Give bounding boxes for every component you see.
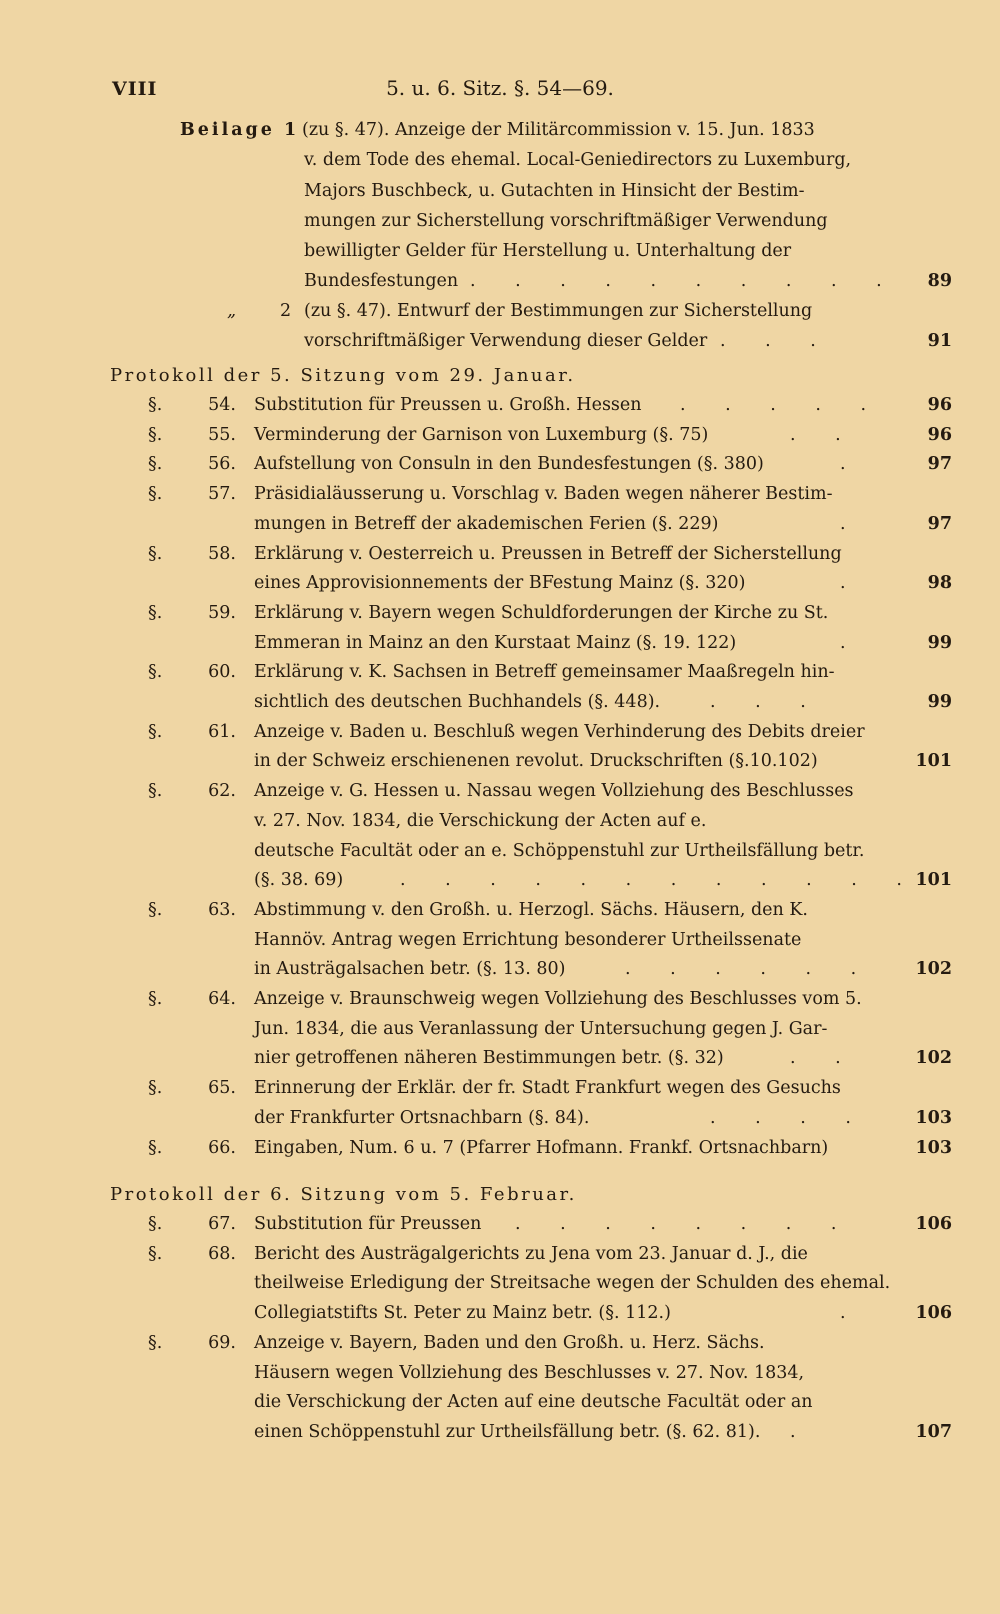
entry-text: Abstimmung v. den Großh. u. Herzogl. Sächs. Häusern, den K. bbox=[254, 900, 808, 920]
entry-line bbox=[0, 1244, 1000, 1272]
leader-dots: . bbox=[840, 514, 863, 534]
leader-dots: . . . . . . bbox=[625, 959, 874, 979]
paragraph-sign: §. bbox=[148, 1138, 163, 1158]
paragraph-number: 59. bbox=[208, 603, 236, 623]
beilage-line-5 bbox=[0, 241, 1000, 269]
beilage-text-5: bewilligter Gelder für Herstellung u. Unterhaltung der bbox=[304, 241, 792, 261]
running-title: 5. u. 6. Sitz. §. 54—69. bbox=[386, 76, 614, 100]
beilage-text-8: vorschriftmäßiger Verwendung dieser Gelder bbox=[304, 331, 708, 351]
leader-dots: . bbox=[840, 454, 863, 474]
entry-text: deutsche Facultät oder an e. Schöppenstuhl zur Urtheilsfällung betr. bbox=[254, 841, 865, 861]
beilage-text-3: Majors Buschbeck, u. Gutachten in Hinsicht der Bestim- bbox=[304, 181, 805, 201]
entry-text: einen Schöppenstuhl zur Urtheilsfällung betr. (§. 62. 81). bbox=[254, 1422, 761, 1442]
beilage-line-4 bbox=[0, 211, 1000, 239]
entry-text: Eingaben, Num. 6 u. 7 (Pfarrer Hofmann. Frankf. Ortsnachbarn) bbox=[254, 1138, 829, 1158]
page-reference: 106 bbox=[915, 1303, 952, 1323]
entry-line bbox=[0, 959, 1000, 987]
entry-text: Erklärung v. Oesterreich u. Preussen in Betreff der Sicherstellung bbox=[254, 544, 842, 564]
paragraph-number: 66. bbox=[208, 1138, 236, 1158]
paragraph-number: 57. bbox=[208, 484, 236, 504]
page-reference: 107 bbox=[915, 1422, 952, 1442]
entry-line bbox=[0, 1363, 1000, 1391]
page-reference: 97 bbox=[927, 514, 952, 534]
page-reference: 101 bbox=[915, 870, 952, 890]
page-reference: 102 bbox=[915, 959, 952, 979]
paragraph-sign: §. bbox=[148, 484, 163, 504]
paragraph-sign: §. bbox=[148, 544, 163, 564]
entry-text: sichtlich des deutschen Buchhandels (§. 448). bbox=[254, 692, 661, 712]
entry-line bbox=[0, 662, 1000, 690]
entry-text: Emmeran in Mainz an den Kurstaat Mainz (§. 19. 122) bbox=[254, 633, 737, 653]
entry-line bbox=[0, 1422, 1000, 1450]
leader-dots: . . . . . . . . bbox=[515, 1214, 854, 1234]
entry-text: Erklärung v. K. Sachsen in Betreff gemeinsamer Maaßregeln hin- bbox=[254, 662, 835, 682]
beilage-line-2 bbox=[0, 150, 1000, 178]
entry-text: Verminderung der Garnison von Luxemburg (§. 75) bbox=[254, 425, 709, 445]
page-reference: 97 bbox=[927, 454, 952, 474]
entry-line bbox=[0, 603, 1000, 631]
entry-line bbox=[0, 1048, 1000, 1076]
protocol-5-title: Protokoll der 5. Sitzung vom 29. Januar. bbox=[110, 365, 576, 386]
entry-text: Hannöv. Antrag wegen Errichtung besonderer Urtheilssenate bbox=[254, 930, 802, 950]
paragraph-sign: §. bbox=[148, 781, 163, 801]
entry-text: in der Schweiz erschienenen revolut. Druckschriften (§.10.102) bbox=[254, 751, 818, 771]
paragraph-sign: §. bbox=[148, 900, 163, 920]
paragraph-sign: §. bbox=[148, 395, 163, 415]
entry-line bbox=[0, 633, 1000, 661]
paragraph-sign: §. bbox=[148, 454, 163, 474]
beilage-label: Beilage 1 bbox=[180, 120, 300, 140]
entry-line bbox=[0, 1392, 1000, 1420]
entry-text: theilweise Erledigung der Streitsache wegen der Schulden des ehemal. bbox=[254, 1273, 891, 1293]
entry-line bbox=[0, 1273, 1000, 1301]
entry-line bbox=[0, 395, 1000, 423]
entry-text: (§. 38. 69) bbox=[254, 870, 344, 890]
paragraph-sign: §. bbox=[148, 1214, 163, 1234]
ditto-mark: „ bbox=[227, 301, 237, 321]
leader-dots: . . . . . . . . . . bbox=[470, 271, 899, 291]
paragraph-number: 63. bbox=[208, 900, 236, 920]
beilage-text-7: (zu §. 47). Entwurf der Bestimmungen zur Sicherstellung bbox=[304, 301, 813, 321]
beilage-line-8 bbox=[0, 331, 1000, 359]
paragraph-sign: §. bbox=[148, 1244, 163, 1264]
leader-dots: . . . bbox=[710, 692, 823, 712]
leader-dots: . . . . bbox=[710, 1108, 868, 1128]
entry-line bbox=[0, 781, 1000, 809]
entry-text: nier getroffenen näheren Bestimmungen betr. (§. 32) bbox=[254, 1048, 724, 1068]
paragraph-sign: §. bbox=[148, 1078, 163, 1098]
beilage-text-2: v. dem Tode des ehemal. Local-Geniedirectors zu Luxemburg, bbox=[304, 150, 852, 170]
paragraph-number: 65. bbox=[208, 1078, 236, 1098]
beilage-line-3 bbox=[0, 181, 1000, 209]
entry-text: in Austrägalsachen betr. (§. 13. 80) bbox=[254, 959, 566, 979]
entry-line bbox=[0, 514, 1000, 542]
beilage-text-1: (zu §. 47). Anzeige der Militärcommission v. 15. Jun. 1833 bbox=[302, 120, 815, 140]
leader-dots: . . . bbox=[720, 331, 833, 351]
paragraph-sign: §. bbox=[148, 603, 163, 623]
paragraph-number: 58. bbox=[208, 544, 236, 564]
paragraph-number: 60. bbox=[208, 662, 236, 682]
entry-line bbox=[0, 425, 1000, 453]
page-reference: 103 bbox=[915, 1138, 952, 1158]
beilage-line-6 bbox=[0, 271, 1000, 299]
entry-text: eines Approvisionnements der BFestung Mainz (§. 320) bbox=[254, 573, 746, 593]
entry-line bbox=[0, 692, 1000, 720]
paragraph-number: 55. bbox=[208, 425, 236, 445]
paragraph-number: 56. bbox=[208, 454, 236, 474]
entry-text: Bericht des Austrägalgerichts zu Jena vom 23. Januar d. J., die bbox=[254, 1244, 808, 1264]
beilage-number-2: 2 bbox=[280, 301, 292, 321]
leader-dots: . bbox=[840, 1303, 863, 1323]
leader-dots: . bbox=[790, 1422, 813, 1442]
beilage-text-6: Bundesfestungen bbox=[304, 271, 459, 291]
entry-line bbox=[0, 722, 1000, 750]
page-number-roman: VIII bbox=[112, 78, 158, 100]
paragraph-number: 64. bbox=[208, 989, 236, 1009]
paragraph-number: 54. bbox=[208, 395, 236, 415]
protocol-5-heading bbox=[0, 365, 1000, 393]
leader-dots: . . . . . . . . . . . . bbox=[400, 870, 919, 890]
protocol-6-heading bbox=[0, 1184, 1000, 1212]
page-reference: 99 bbox=[927, 692, 952, 712]
page-reference: 99 bbox=[927, 633, 952, 653]
entry-text: Erinnerung der Erklär. der fr. Stadt Frankfurt wegen des Gesuchs bbox=[254, 1078, 841, 1098]
entry-text: Jun. 1834, die aus Veranlassung der Untersuchung gegen J. Gar- bbox=[254, 1019, 828, 1039]
entry-line bbox=[0, 1078, 1000, 1106]
page-reference: 102 bbox=[915, 1048, 952, 1068]
entry-line bbox=[0, 1138, 1000, 1166]
entry-line bbox=[0, 900, 1000, 928]
entry-text: Anzeige v. Bayern, Baden und den Großh. u. Herz. Sächs. bbox=[254, 1333, 765, 1353]
paragraph-sign: §. bbox=[148, 989, 163, 1009]
paragraph-sign: §. bbox=[148, 1333, 163, 1353]
protocol-6-title: Protokoll der 6. Sitzung vom 5. Februar. bbox=[110, 1184, 577, 1205]
entry-line bbox=[0, 930, 1000, 958]
beilage-text-4: mungen zur Sicherstellung vorschriftmäßiger Verwendung bbox=[304, 211, 828, 231]
entry-text: die Verschickung der Acten auf eine deutsche Facultät oder an bbox=[254, 1392, 813, 1412]
beilage-line-7 bbox=[0, 301, 1000, 329]
page-reference: 103 bbox=[915, 1108, 952, 1128]
entry-text: der Frankfurter Ortsnachbarn (§. 84). bbox=[254, 1108, 590, 1128]
paragraph-sign: §. bbox=[148, 662, 163, 682]
page-reference: 106 bbox=[915, 1214, 952, 1234]
paragraph-number: 68. bbox=[208, 1244, 236, 1264]
leader-dots: . . bbox=[790, 1048, 858, 1068]
entry-text: Anzeige v. Baden u. Beschluß wegen Verhinderung des Debits dreier bbox=[254, 722, 865, 742]
leader-dots: . . bbox=[790, 425, 858, 445]
paragraph-number: 67. bbox=[208, 1214, 236, 1234]
entry-line bbox=[0, 1303, 1000, 1331]
entry-text: Präsidialäusserung u. Vorschlag v. Baden wegen näherer Bestim- bbox=[254, 484, 833, 504]
entry-line bbox=[0, 484, 1000, 512]
entry-text: Häusern wegen Vollziehung des Beschlusses v. 27. Nov. 1834, bbox=[254, 1363, 805, 1383]
entry-text: Anzeige v. Braunschweig wegen Vollziehung des Beschlusses vom 5. bbox=[254, 989, 862, 1009]
entry-line bbox=[0, 1108, 1000, 1136]
entry-line bbox=[0, 870, 1000, 898]
entry-line bbox=[0, 1019, 1000, 1047]
page-reference: 96 bbox=[927, 395, 952, 415]
page-reference: 101 bbox=[915, 751, 952, 771]
paragraph-number: 62. bbox=[208, 781, 236, 801]
entry-text: Collegiatstifts St. Peter zu Mainz betr. (§. 112.) bbox=[254, 1303, 671, 1323]
entry-line bbox=[0, 751, 1000, 779]
entry-text: mungen in Betreff der akademischen Ferien (§. 229) bbox=[254, 514, 719, 534]
leader-dots: . . . . . bbox=[680, 395, 884, 415]
paragraph-number: 61. bbox=[208, 722, 236, 742]
beilage-page-1: 89 bbox=[927, 271, 952, 291]
entry-text: Substitution für Preussen bbox=[254, 1214, 482, 1234]
paragraph-number: 69. bbox=[208, 1333, 236, 1353]
beilage-line-1 bbox=[0, 120, 1000, 148]
entry-line bbox=[0, 573, 1000, 601]
entry-text: Erklärung v. Bayern wegen Schuldforderungen der Kirche zu St. bbox=[254, 603, 829, 623]
entry-line bbox=[0, 811, 1000, 839]
entry-text: Substitution für Preussen u. Großh. Hessen bbox=[254, 395, 642, 415]
paragraph-sign: §. bbox=[148, 425, 163, 445]
entry-text: Aufstellung von Consuln in den Bundesfestungen (§. 380) bbox=[254, 454, 764, 474]
page-reference: 98 bbox=[927, 573, 952, 593]
entry-line bbox=[0, 1333, 1000, 1361]
entry-line bbox=[0, 544, 1000, 572]
leader-dots: . bbox=[840, 573, 863, 593]
entry-line bbox=[0, 989, 1000, 1017]
leader-dots: . bbox=[840, 633, 863, 653]
entry-line bbox=[0, 454, 1000, 482]
entry-text: Anzeige v. G. Hessen u. Nassau wegen Vollziehung des Beschlusses bbox=[254, 781, 854, 801]
entry-line bbox=[0, 1214, 1000, 1242]
paragraph-sign: §. bbox=[148, 722, 163, 742]
page-reference: 96 bbox=[927, 425, 952, 445]
entry-line bbox=[0, 841, 1000, 869]
entry-text: v. 27. Nov. 1834, die Verschickung der Acten auf e. bbox=[254, 811, 707, 831]
beilage-page-2: 91 bbox=[927, 331, 952, 351]
